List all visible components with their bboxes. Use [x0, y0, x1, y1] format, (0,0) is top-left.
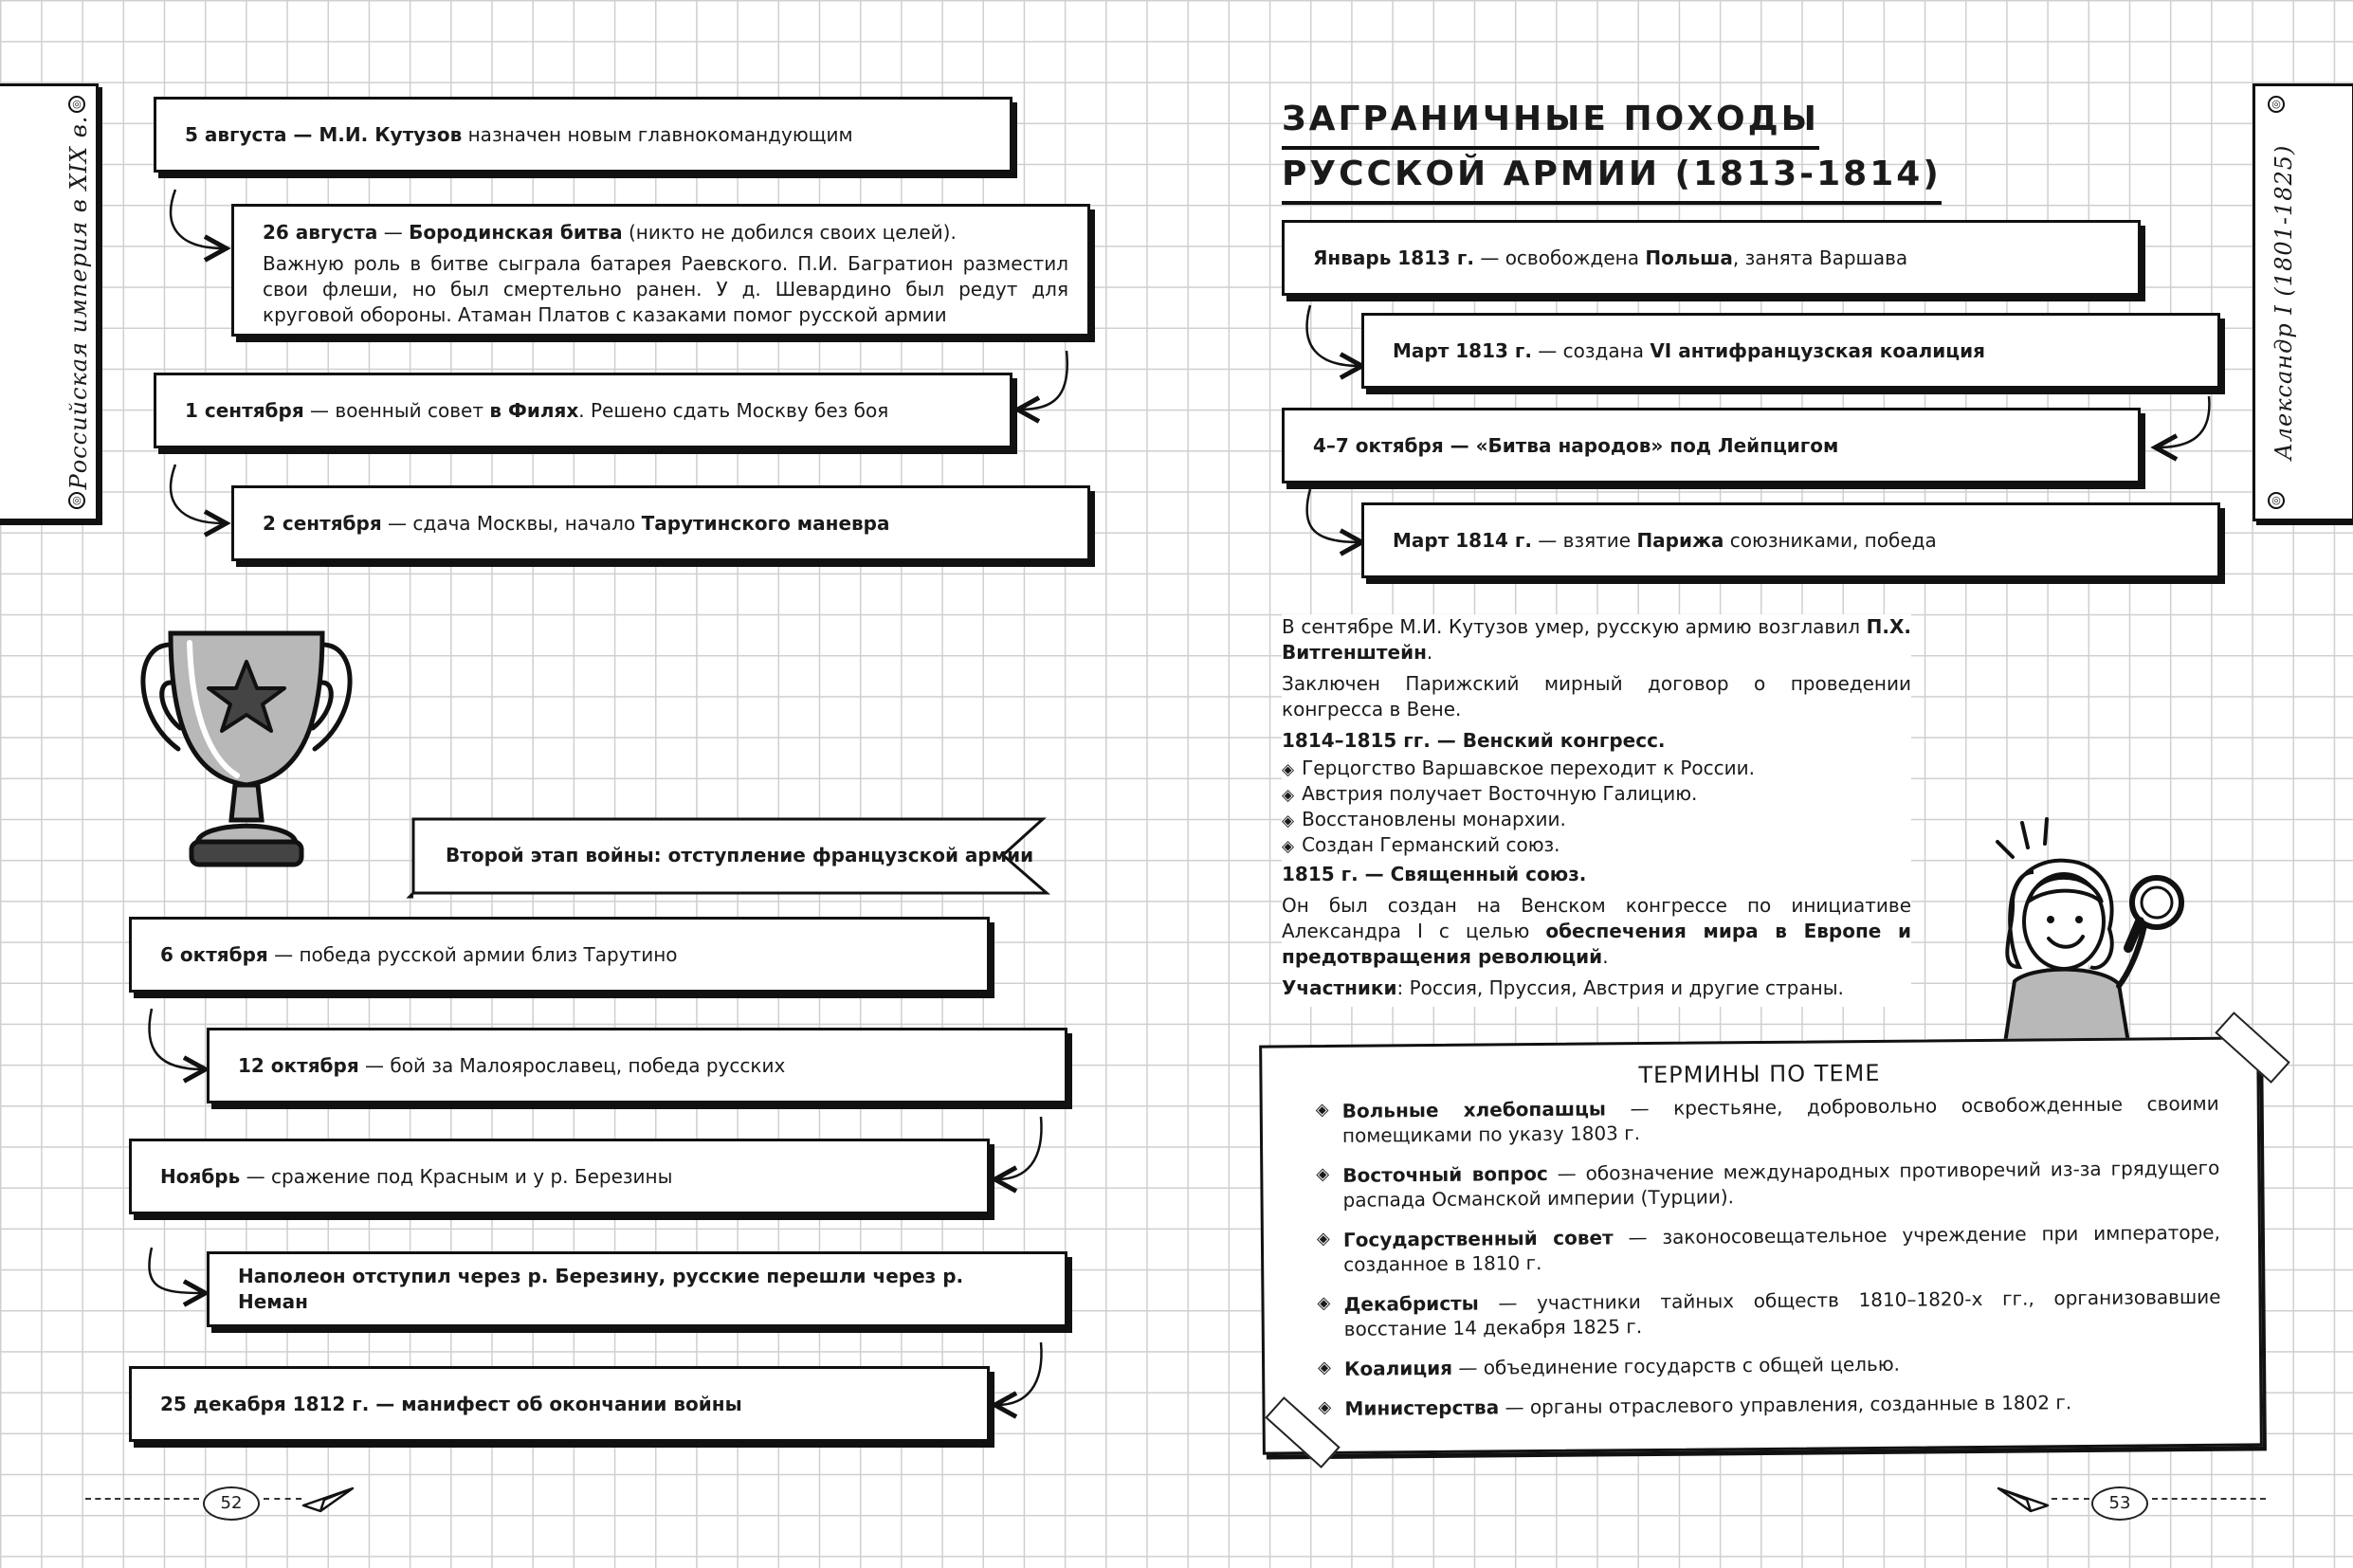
connector-arrow	[997, 1342, 1042, 1405]
terms-heading: ТЕРМИНЫ ПО ТЕМЕ	[1638, 1059, 1881, 1089]
list-item: ◈ Австрия получает Восточную Галицию.	[1282, 781, 1911, 807]
page-title: ЗАГРАНИЧНЫЕ ПОХОДЫ РУССКОЙ АРМИИ (1813-1814)	[1282, 95, 1942, 205]
page-number-right: 53	[2091, 1486, 2148, 1521]
connector-arrow	[1020, 351, 1067, 410]
paper-plane-icon	[1997, 1485, 2050, 1513]
footer-dashed-line	[2052, 1498, 2089, 1500]
timeline-detail: Важную роль в битве сыграла батарея Раевского. П.И. Багратион разместил свои флеши, но был смертельно ранен. У д. Шевардино был редут для круговой обороны. Атаман Платов с казаками помог русской армии	[263, 252, 1068, 326]
connector-arrow	[171, 190, 224, 248]
paper-plane-icon	[301, 1485, 355, 1513]
term-item: ◈ Восточный вопрос — обозначение международных противоречий из-за грядущего распада Османской империи (Турции).	[1316, 1156, 2219, 1212]
list-item: ◈ Создан Германский союз.	[1282, 832, 1911, 858]
timeline-item-aug5: 5 августа — М.И. Кутузов назначен новым главнокомандующим	[154, 97, 1012, 173]
terms-box	[1259, 1036, 2263, 1454]
terms-list	[1263, 1090, 2260, 1421]
tab-circle-icon: ◎	[2268, 492, 2285, 509]
congress-heading: 1814–1815 гг. — Венский конгресс.	[1282, 729, 1666, 752]
timeline-item-berezina: Наполеон отступил через р. Березину, русские перешли через р. Неман	[207, 1251, 1067, 1327]
timeline-item-nov: Ноябрь — сражение под Красным и у р. Березины	[129, 1139, 990, 1214]
paragraph-kutuzov: В сентябре М.И. Кутузов умер, русскую армию возглавил П.Х. Витгенштейн.	[1282, 615, 1911, 664]
connector-arrow	[1307, 489, 1359, 542]
timeline-item-dec25: 25 декабря 1812 г. — манифест об окончании войны	[129, 1366, 990, 1442]
tab-circle-icon: ◎	[68, 96, 85, 113]
term-item: ◈ Государственный совет — законосовещательное учреждение при императоре, созданное в 1810 г.	[1317, 1220, 2220, 1277]
trophy-icon	[133, 626, 360, 874]
timeline-item-mar1813: Март 1813 г. — создана VI антифранцузская коалиция	[1361, 313, 2220, 389]
timeline-item-oct6: 6 октября — победа русской армии близ Тарутино	[129, 917, 990, 993]
footer-dashed-line	[85, 1498, 199, 1500]
connector-arrow	[1307, 305, 1359, 366]
stage-banner-text: Второй этап войны: отступление французской армии	[446, 844, 1034, 866]
timeline-item-mar1814: Март 1814 г. — взятие Парижа союзниками, победа	[1361, 502, 2220, 578]
list-item: ◈ Герцогство Варшавское переходит к России.	[1282, 756, 1911, 781]
girl-with-magnifier-icon	[1977, 815, 2204, 1043]
left-chapter-label: Российская империя в XIX в.	[65, 115, 92, 490]
timeline-item-jan1813: Январь 1813 г. — освобождена Польша, занята Варшава	[1282, 220, 2141, 296]
connector-arrow	[149, 1248, 203, 1293]
congress-bullets	[1282, 756, 1911, 858]
term-item: ◈ Декабристы — участники тайных обществ 1810–1820-х гг., организовавшие восстание 14 декабря 1825 г.	[1317, 1285, 2220, 1341]
timeline-item-oct12: 12 октября — бой за Малоярославец, победа русских	[207, 1028, 1067, 1103]
congress-text-block	[1282, 614, 1911, 1007]
timeline-item-sep2: 2 сентября — сдача Москвы, начало Тарутинского маневра	[231, 485, 1090, 561]
term-item: ◈ Вольные хлебопашцы — крестьяне, добровольно освобожденные своими помещиками по указу 1803 г.	[1316, 1091, 2219, 1148]
timeline-item-aug26: 26 августа — Бородинская битва (никто не добился своих целей). Важную роль в битве сыграла батарея Раевского. П.И. Багратион разместил свои флеши, но был смертельно ранен. У д. Шевардино был редут для круговой обороны. Атаман Платов с казаками помог русской армии	[231, 204, 1090, 337]
connector-arrow	[2158, 396, 2209, 447]
paragraph-participants: Участники: Россия, Пруссия, Австрия и другие страны.	[1282, 976, 1844, 999]
footer-dashed-line	[264, 1498, 301, 1500]
page-number-left: 52	[203, 1486, 260, 1521]
term-item: ◈ Коалиция — объединение государств с общей целью.	[1318, 1349, 2221, 1381]
connector-arrow	[171, 465, 224, 523]
term-item: ◈ Министерства — органы отраслевого управления, созданные в 1802 г.	[1318, 1389, 2221, 1421]
timeline-item-leipzig: 4–7 октября — «Битва народов» под Лейпцигом	[1282, 408, 2141, 483]
list-item: ◈ Восстановлены монархии.	[1282, 807, 1911, 832]
paragraph-paris: Заключен Парижский мирный договор о проведении конгресса в Вене.	[1282, 672, 1911, 720]
paragraph-union: Он был создан на Венском конгрессе по инициативе Александра I с целью обеспечения мира в Европе и предотвращения революций.	[1282, 894, 1911, 968]
tab-circle-icon: ◎	[2268, 96, 2285, 113]
timeline-item-sep1: 1 сентября — военный совет в Филях. Решено сдать Москву без боя	[154, 373, 1012, 448]
holy-union-heading: 1815 г. — Священный союз.	[1282, 863, 1587, 885]
connector-arrow	[997, 1117, 1042, 1179]
connector-arrow	[149, 1009, 203, 1069]
right-chapter-label: Александр I (1801-1825)	[2271, 144, 2297, 461]
tab-circle-icon: ◎	[68, 492, 85, 509]
footer-dashed-line	[2152, 1498, 2266, 1500]
